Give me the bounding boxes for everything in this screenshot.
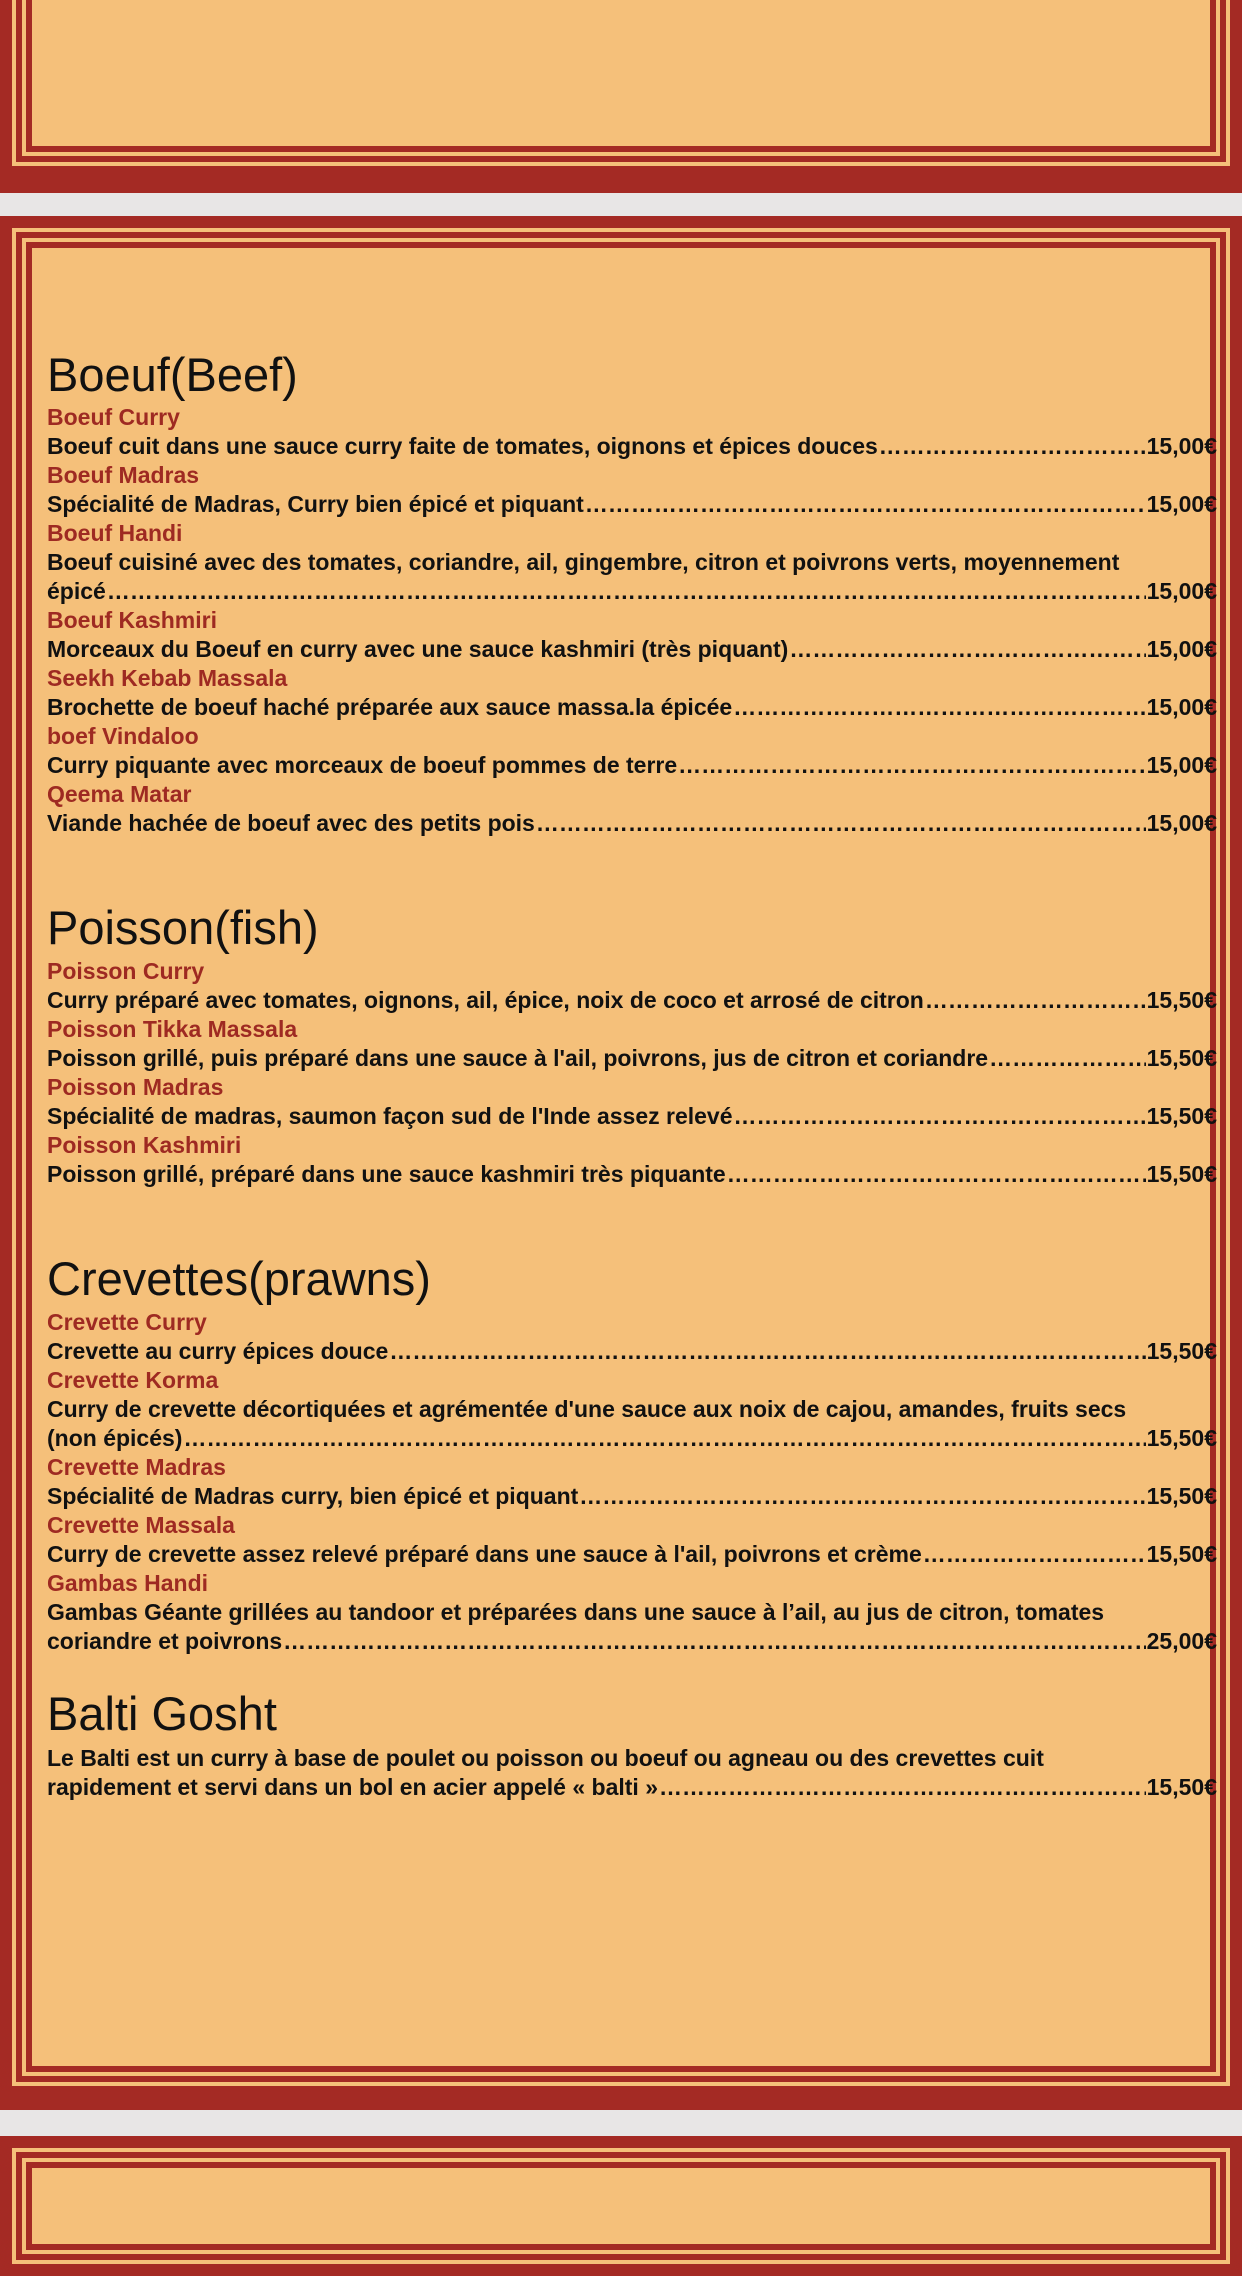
dish-price: 15,00€: [1146, 694, 1217, 720]
dish-name: Crevette Massala: [47, 1512, 235, 1538]
dish-price: 15,00€: [1146, 810, 1217, 836]
dish-price: 15,00€: [1146, 752, 1217, 778]
menu-page-previous: [0, 0, 1242, 178]
dish-price: 15,50€: [1146, 1103, 1217, 1129]
dish-name: Seekh Kebab Massala: [47, 665, 288, 691]
dish-description: Spécialité de Madras curry, bien épicé et piquant …………………………………………………………………………………………………………………………………………………………………………………………………………………… 15,50€: [47, 1485, 1217, 1508]
dish-description-cont: (non épicés) …………………………………………………………………………………………………………………………………………………………………………………………………………………… 15,50€: [47, 1427, 1217, 1450]
menu-page-next: [0, 2136, 1242, 2276]
dish-description: Le Balti est un curry à base de poulet ou poisson ou boeuf ou agneau ou des crevettes cuit: [47, 1745, 1044, 1771]
dish-price: 15,00€: [1146, 433, 1217, 459]
dish-description: Poisson grillé, préparé dans une sauce kashmiri très piquante …………………………………………………………………………………………………………………………………………………………………………………………………………………… 15,50€: [47, 1163, 1217, 1186]
dish-description: Boeuf cuisiné avec des tomates, coriandre, ail, gingembre, citron et poivrons verts, moyennement: [47, 549, 1120, 575]
dish-description: Curry de crevette décortiquées et agrémentée d'une sauce aux noix de cajou, amandes, fruits secs: [47, 1396, 1127, 1422]
section-title-beef: Boeuf(Beef): [47, 348, 298, 401]
dish-price: 15,50€: [1146, 1425, 1217, 1451]
dish-description: Crevette au curry épices douce …………………………………………………………………………………………………………………………………………………………………………………………………………………… 15,50€: [47, 1340, 1217, 1363]
dish-description: Gambas Géante grillées au tandoor et préparées dans une sauce à l’ail, au jus de citron, tomates: [47, 1599, 1105, 1625]
dish-name: Poisson Curry: [47, 958, 205, 984]
dish-name: boef Vindaloo: [47, 723, 199, 749]
dish-name: Crevette Korma: [47, 1367, 219, 1393]
dish-price: 15,50€: [1146, 1338, 1217, 1364]
menu-page[interactable]: [0, 216, 1242, 2098]
dish-description: Curry préparé avec tomates, oignons, ail, épice, noix de coco et arrosé de citron …………………………………………………………………………………………………………………………………………………………………………………………………………………… 15,50€: [47, 989, 1217, 1012]
dish-name: Poisson Kashmiri: [47, 1132, 242, 1158]
dish-description-cont: épicé …………………………………………………………………………………………………………………………………………………………………………………………………………………… 15,00€: [47, 580, 1217, 603]
dish-name: Boeuf Handi: [47, 520, 183, 546]
dish-price: 15,50€: [1146, 1161, 1217, 1187]
dish-description: Brochette de boeuf haché préparée aux sauce massa.la épicée …………………………………………………………………………………………………………………………………………………………………………………………………………………… 15,00€: [47, 696, 1217, 719]
dish-name: Poisson Madras: [47, 1074, 224, 1100]
dish-description: Spécialité de madras, saumon façon sud de l'Inde assez relevé …………………………………………………………………………………………………………………………………………………………………………………………………………………… 15,50€: [47, 1105, 1217, 1128]
dish-name: Boeuf Madras: [47, 462, 200, 488]
dish-name: Crevette Madras: [47, 1454, 226, 1480]
dish-price: 15,50€: [1146, 987, 1217, 1013]
dish-price: 15,50€: [1146, 1483, 1217, 1509]
dish-price: 15,50€: [1146, 1045, 1217, 1071]
page-border-band: [0, 2092, 1242, 2110]
dish-price: 15,00€: [1146, 636, 1217, 662]
page-border-band: [0, 175, 1242, 193]
dish-description-cont: coriandre et poivrons …………………………………………………………………………………………………………………………………………………………………………………………………………………… 25,00€: [47, 1630, 1217, 1653]
dish-description: Viande hachée de boeuf avec des petits pois …………………………………………………………………………………………………………………………………………………………………………………………………………………… 15,00€: [47, 812, 1217, 835]
section-title-balti: Balti Gosht: [47, 1687, 277, 1740]
dish-description: Boeuf cuit dans une sauce curry faite de tomates, oignons et épices douces …………………………………………………………………………………………………………………………………………………………………………………………………………………… 15,00€: [47, 435, 1217, 458]
dish-name: Gambas Handi: [47, 1570, 209, 1596]
dish-price: 15,00€: [1146, 491, 1217, 517]
dish-name: Poisson Tikka Massala: [47, 1016, 298, 1042]
dish-description: Curry piquante avec morceaux de boeuf pommes de terre …………………………………………………………………………………………………………………………………………………………………………………………………………………… 15,00€: [47, 754, 1217, 777]
dish-price: 15,50€: [1146, 1774, 1217, 1800]
dish-description-cont: rapidement et servi dans un bol en acier appelé « balti » …………………………………………………………………………………………………………………………………………………………………………………………………………………… 15,50€: [47, 1776, 1217, 1799]
dish-price: 15,00€: [1146, 578, 1217, 604]
dish-price: 15,50€: [1146, 1541, 1217, 1567]
dish-name: Boeuf Kashmiri: [47, 607, 217, 633]
dish-description: Poisson grillé, puis préparé dans une sauce à l'ail, poivrons, jus de citron et coriandre …………………………………………………………………………………………………………………………………………………………………………………………………………………… 15,50€: [47, 1047, 1217, 1070]
dish-name: Boeuf Curry: [47, 404, 180, 430]
dish-description: Spécialité de Madras, Curry bien épicé et piquant …………………………………………………………………………………………………………………………………………………………………………………………………………………… 15,00€: [47, 493, 1217, 516]
dish-price: 25,00€: [1146, 1628, 1217, 1654]
dish-name: Crevette Curry: [47, 1309, 207, 1335]
dish-description: Morceaux du Boeuf en curry avec une sauce kashmiri (très piquant) …………………………………………………………………………………………………………………………………………………………………………………………………………………… 15,00€: [47, 638, 1217, 661]
dish-description: Curry de crevette assez relevé préparé dans une sauce à l'ail, poivrons et crème …………………………………………………………………………………………………………………………………………………………………………………………………………………… 15,50€: [47, 1543, 1217, 1566]
section-title-prawns: Crevettes(prawns): [47, 1252, 431, 1305]
dish-name: Qeema Matar: [47, 781, 192, 807]
section-title-fish: Poisson(fish): [47, 901, 319, 954]
